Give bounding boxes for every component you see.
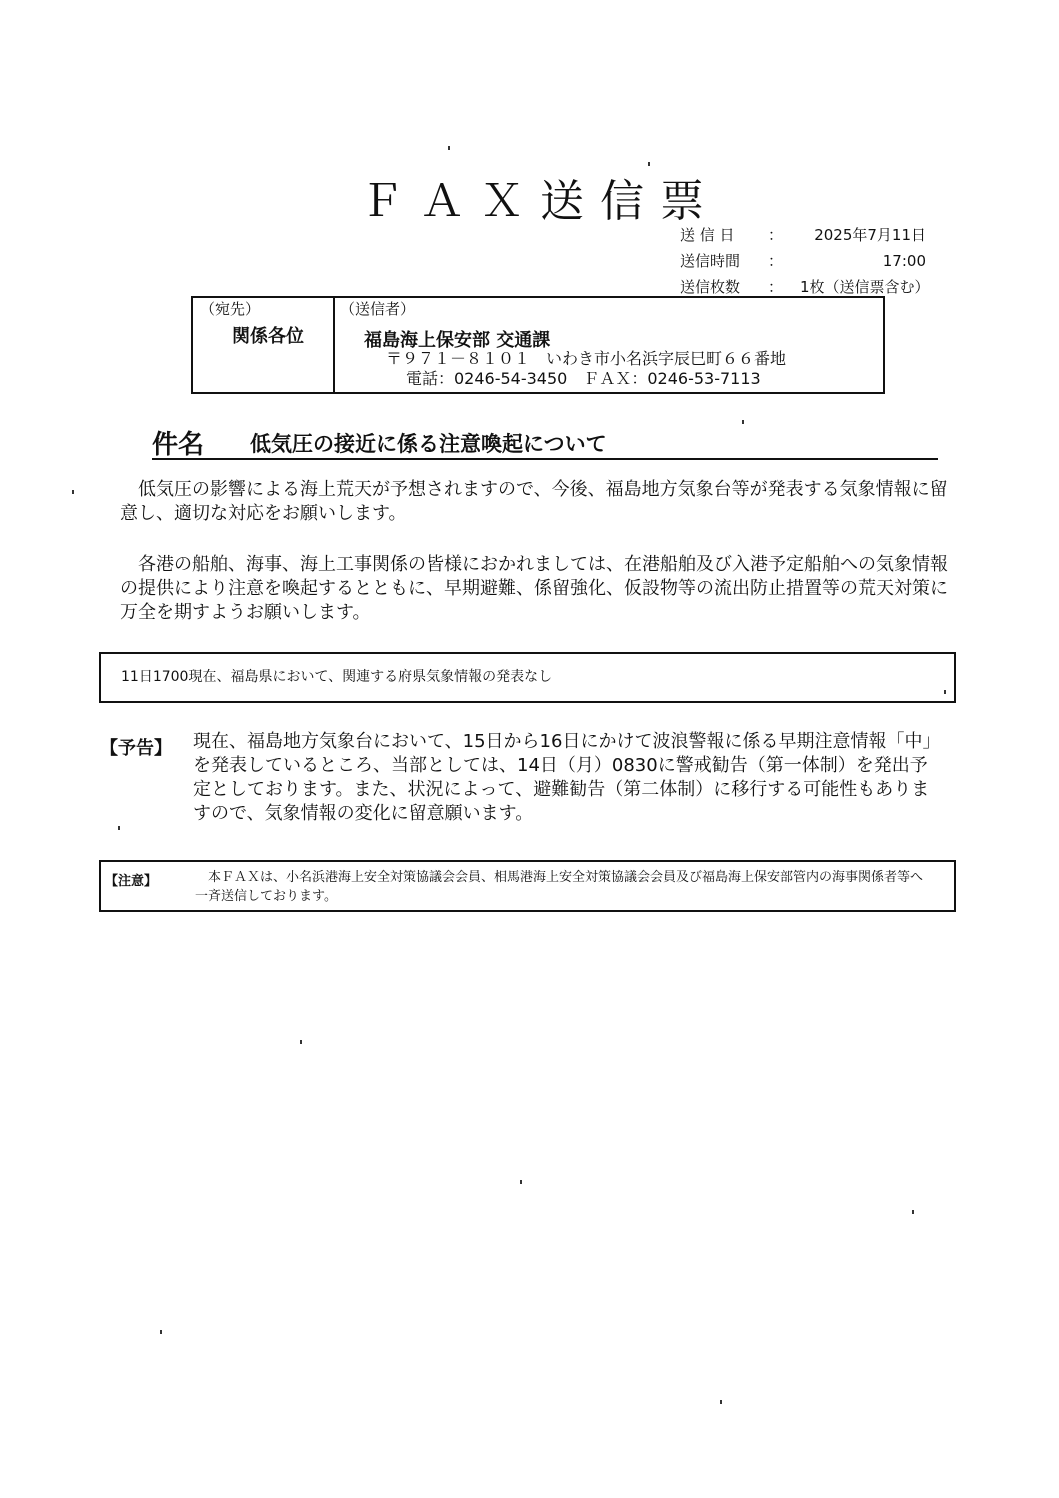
forecast-label: 【予告】 <box>100 738 172 759</box>
recipient-label: （宛先） <box>200 300 261 318</box>
notice-text: 本ＦＡＸは、小名浜港海上安全対策協議会会員、相馬港海上安全対策協議会会員及び福島海上保安部管内の海事関係者等へ一斉送信しております。 <box>195 870 924 904</box>
scan-speck <box>160 1330 162 1334</box>
weather-info-text: 11日1700現在、福島県において、関連する府県気象情報の発表なし <box>121 669 553 685</box>
body-paragraph-1: 低気圧の影響による海上荒天が予想されますので、今後、福島地方気象台等が発表する気象情報に留意し、適切な対応をお願いします。 <box>120 479 948 524</box>
sender-address: 〒９７１－８１０１ いわき市小名浜字辰巳町６６番地 <box>386 349 787 368</box>
subject-label: 件名 <box>152 430 205 460</box>
sender-label: （送信者） <box>340 300 416 318</box>
scan-speck <box>720 1400 722 1404</box>
notice-box <box>99 860 956 912</box>
meta-date <box>680 222 980 248</box>
scan-speck <box>72 490 74 494</box>
transmission-meta <box>680 222 980 300</box>
sender-name: 福島海上保安部 交通課 <box>364 330 551 351</box>
body-paragraph-2: 各港の船舶、海事、海上工事関係の皆様におかれましては、在港船舶及び入港予定船舶への気象情報の提供により注意を喚起するとともに、早期避難、係留強化、仮設物等の流出防止措置等の荒天対策に万全を期すようお願いします。 <box>120 554 948 623</box>
recipient-value: 関係各位 <box>232 326 304 347</box>
scan-speck <box>742 420 744 424</box>
subject-line <box>152 424 938 460</box>
scan-speck <box>118 826 120 830</box>
weather-info-box <box>99 652 956 703</box>
sender-contact: 電話：0246-54-3450 ＦＡＸ：0246-53-7113 <box>406 369 761 388</box>
meta-time-value: 17:00 <box>882 252 926 270</box>
forecast-text: 現在、福島地方気象台において、15日から16日にかけて波浪警報に係る早期注意情報「中」を発表しているところ、当部としては、14日（月）0830に警戒勧告（第一体制）を発出予定としております。また、状況によって、避難勧告（第二体制）に移行する可能性もありますので、気象情報の変化に留意願います。 <box>193 731 932 824</box>
meta-time-label: 送信時間 <box>680 252 741 270</box>
meta-time <box>680 248 980 274</box>
meta-date-value: 2025年7月11日 <box>814 226 926 244</box>
subject-text: 低気圧の接近に係る注意喚起について <box>250 432 607 456</box>
meta-colon: ： <box>768 226 784 244</box>
meta-colon: ： <box>768 252 784 270</box>
meta-colon: ： <box>768 278 784 296</box>
scan-speck <box>912 1210 914 1214</box>
scan-speck <box>520 1180 522 1184</box>
notice-label: 【注意】 <box>105 874 158 889</box>
scan-speck <box>448 146 450 150</box>
scan-speck <box>648 162 650 166</box>
document-title: ＦＡＸ送信票 <box>360 176 720 227</box>
scan-speck <box>944 690 946 694</box>
scan-speck <box>300 1040 302 1044</box>
meta-pages-label: 送信枚数 <box>680 278 741 296</box>
meta-date-label: 送 信 日 <box>680 226 735 244</box>
address-divider <box>333 296 335 394</box>
meta-pages-value: 1枚（送信票含む） <box>800 278 930 296</box>
